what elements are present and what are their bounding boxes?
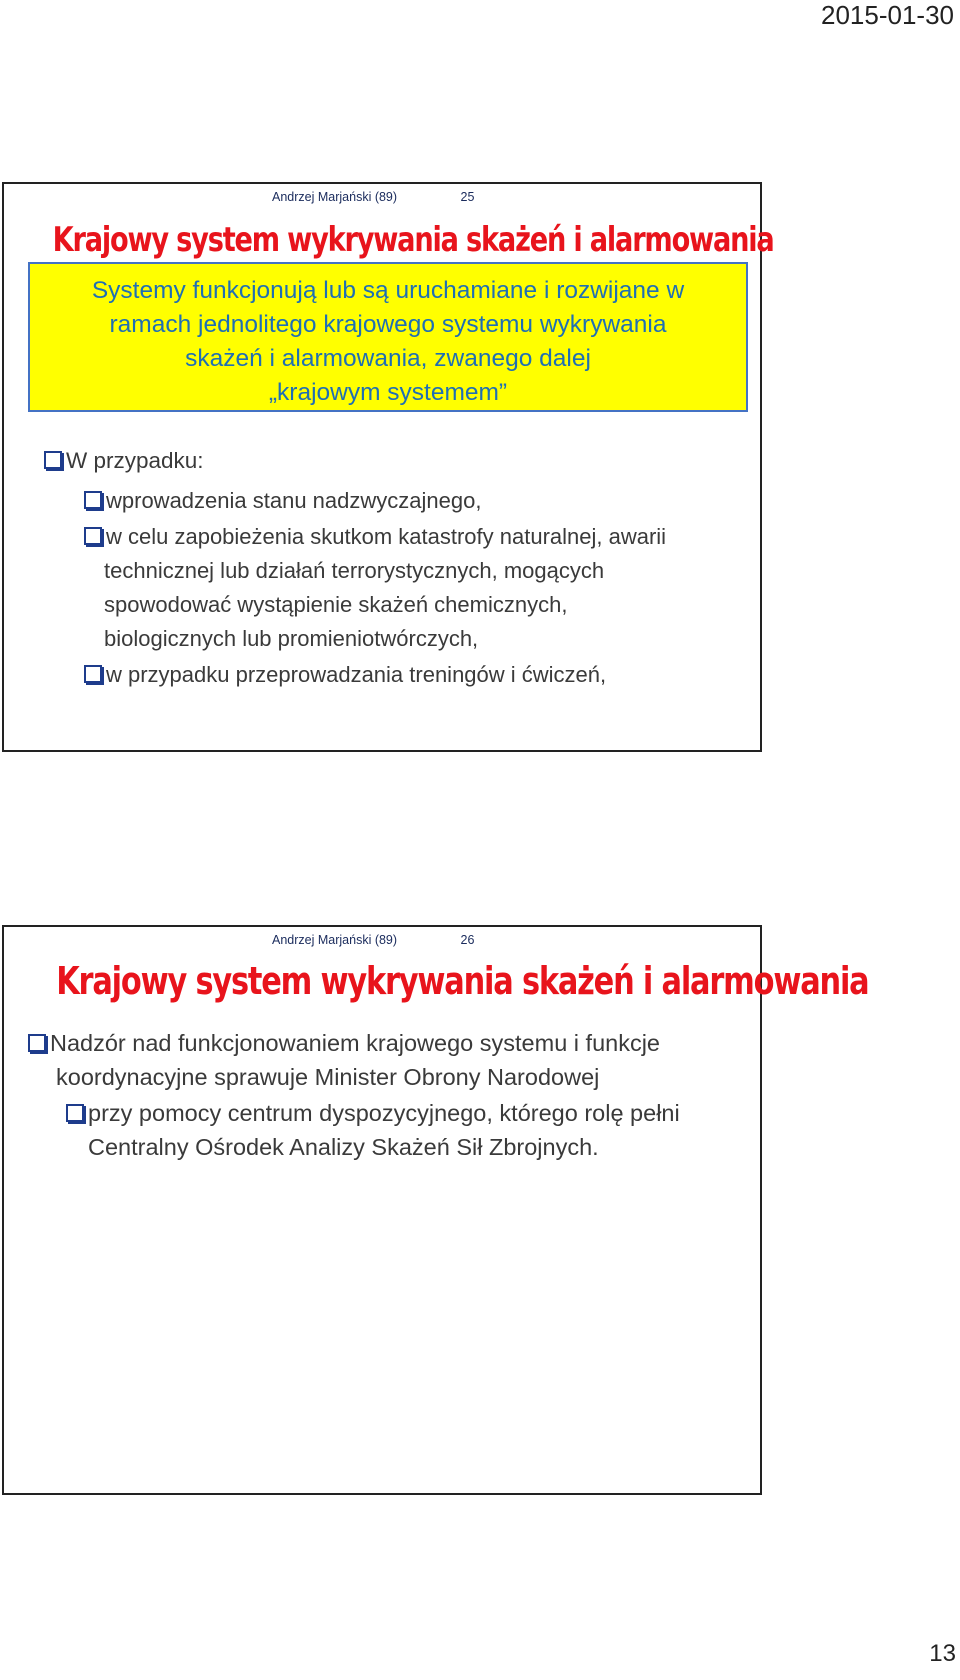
checkbox-bullet-icon: [84, 491, 102, 509]
slide-25: [2, 182, 774, 752]
slide-title: Krajowy system wykrywania skażeń i alarmowania: [52, 220, 774, 260]
slide-26: [2, 925, 869, 1495]
page-number: 13: [929, 1640, 956, 1667]
highlight-box: [28, 262, 748, 412]
slide-author: Andrzej Marjański (89): [272, 933, 398, 947]
sub-bullet-item: w przypadku przeprowadzania treningów i ćwiczeń,: [84, 658, 606, 692]
highlight-line: skażeń i alarmowania, zwanego dalej: [185, 345, 591, 372]
highlight-line: Systemy funkcjonują lub są uruchamiane i rozwijane w: [91, 277, 685, 304]
sub-bullet-continuation: technicznej lub działań terrorystycznych, mogących: [104, 558, 605, 583]
slide-author: Andrzej Marjański (89): [272, 190, 398, 204]
slide-header: [272, 933, 474, 947]
bullet-item: Nadzór nad funkcjonowaniem krajowego systemu i funkcje: [28, 1027, 660, 1060]
sub-bullet-item: w celu zapobieżenia skutkom katastrofy naturalnej, awarii: [84, 520, 666, 554]
sub-bullet-item: wprowadzenia stanu nadzwyczajnego,: [84, 484, 481, 518]
bullet-item: W przypadku:: [44, 444, 204, 477]
checkbox-bullet-icon: [84, 527, 102, 545]
slide-title: Krajowy system wykrywania skażeń i alarmowania: [56, 959, 869, 1003]
checkbox-bullet-icon: [28, 1034, 46, 1052]
slide-header: [272, 190, 474, 204]
sub-bullet-continuation: Centralny Ośrodek Analizy Skażeń Sił Zbrojnych.: [88, 1134, 599, 1160]
highlight-line: „krajowym systemem”: [268, 379, 508, 406]
highlight-line: ramach jednolitego krajowego systemu wykrywania: [109, 311, 667, 338]
slide-number: 25: [460, 190, 475, 204]
page-date: 2015-01-30: [821, 0, 954, 30]
sub-bullet-item: przy pomocy centrum dyspozycyjnego, którego rolę pełni: [66, 1097, 680, 1130]
slide-number: 26: [460, 933, 475, 947]
bullet-continuation: koordynacyjne sprawuje Minister Obrony Narodowej: [56, 1064, 600, 1090]
sub-bullet-continuation: spowodować wystąpienie skażeń chemicznych,: [104, 592, 568, 617]
checkbox-bullet-icon: [44, 451, 62, 469]
checkbox-bullet-icon: [66, 1104, 84, 1122]
sub-bullet-continuation: biologicznych lub promieniotwórczych,: [104, 626, 479, 651]
checkbox-bullet-icon: [84, 665, 102, 683]
